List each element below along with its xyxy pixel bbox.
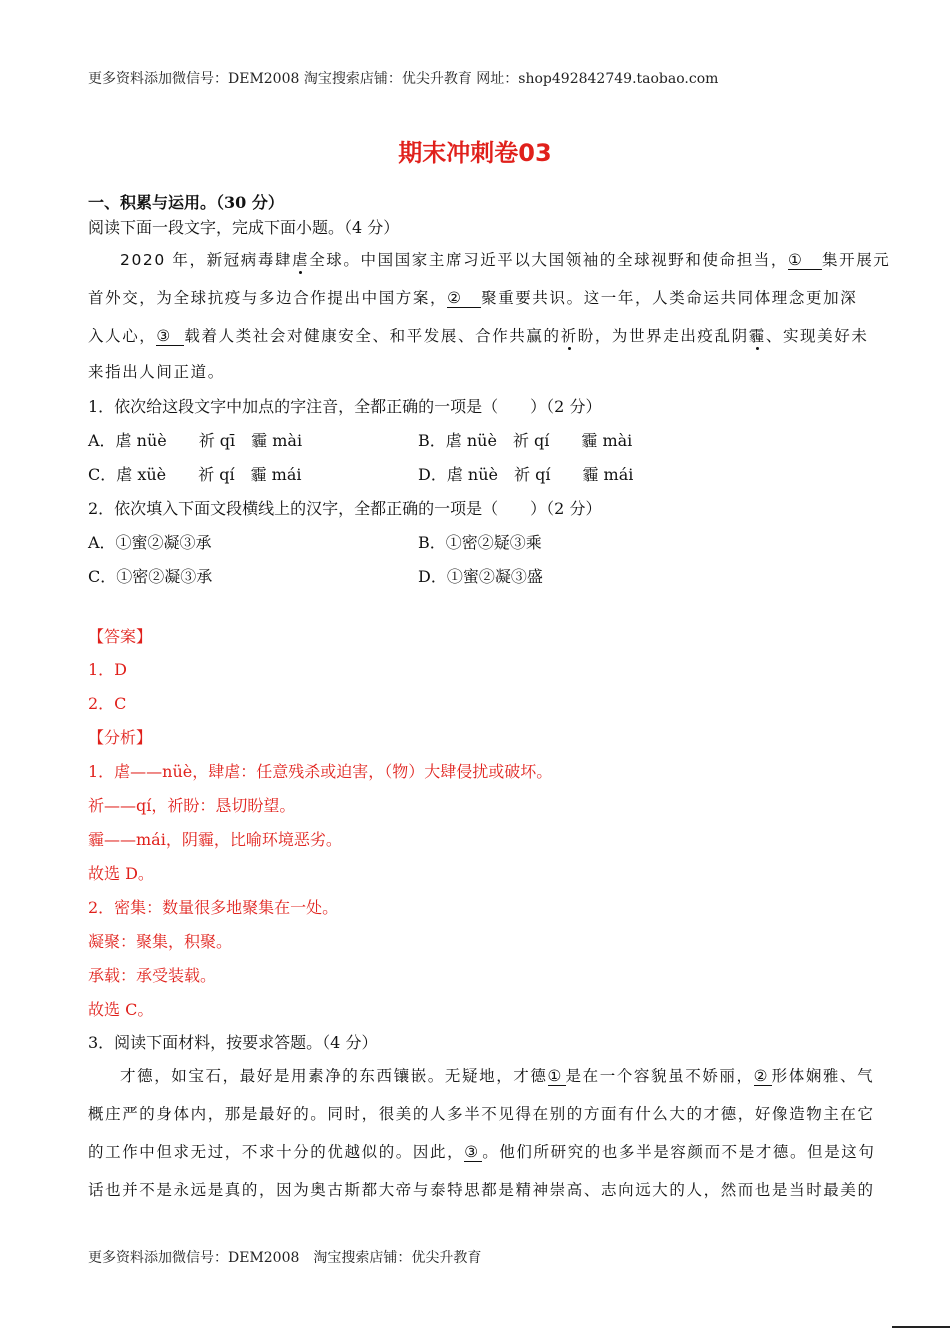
blank-3: ③: [156, 327, 184, 346]
question-3-stem: 3．阅读下面材料，按要求答题。（4 分）: [88, 1033, 378, 1052]
dotted-char: 霾: [749, 324, 766, 346]
question-2-option-d: D．①蜜②凝③盛: [418, 567, 543, 586]
question-1-option-d: D．虐 nüè 祈 qí 霾 mái: [418, 465, 634, 484]
dotted-char: 祈: [561, 324, 578, 346]
passage-line-2: 首外交，为全球抗疫与多边合作提出中国方案，② 聚重要共识。这一年，人类命运共同体理念更加深: [88, 289, 858, 307]
blank-3: ③: [464, 1143, 482, 1162]
analysis-line: 祈——qí，祈盼：恳切盼望。: [88, 796, 296, 815]
question-1-option-c: C．虐 xüè 祈 qí 霾 mái: [88, 465, 302, 484]
analysis-line: 承载：承受装载。: [88, 966, 217, 985]
question-1-option-a: A．虐 nüè 祈 qī 霾 mài: [88, 431, 303, 450]
question-2-option-b: B．①密②疑③乘: [418, 533, 542, 552]
passage-line-3: 入人心，③ 载着人类社会对健康安全、和平发展、合作共赢的祈盼，为世界走出疫乱阴霾、实现美好未: [88, 324, 868, 346]
question-2-option-a: A．①蜜②凝③承: [88, 533, 212, 552]
analysis-line: 故选 D。: [88, 864, 154, 883]
q3-passage-line-2: 概庄严的身体内，那是最好的。同时，很美的人多半不见得在别的方面有什么大的才德，好像造物主在它: [88, 1105, 875, 1123]
blank-2: ②: [754, 1067, 772, 1086]
blank-1: ①: [788, 251, 822, 270]
passage-line-4: 来指出人间正道。: [88, 363, 225, 381]
passage-line-1: 2020 年，新冠病毒肆虐全球。中国国家主席习近平以大国领袖的全球视野和使命担当，① 集开展元: [120, 248, 890, 270]
analysis-line: 凝聚：聚集，积聚。: [88, 932, 233, 951]
q3-passage-line-3: 的工作中但求无过，不求十分的优越似的。因此，③ 。他们所研究的也多半是容颜而不是才德。但是这句: [88, 1143, 876, 1161]
page-header: 更多资料添加微信号：DEM2008 淘宝搜索店铺：优尖升教育 网址：shop492842749.taobao.com: [88, 71, 719, 87]
blank-1: ①: [548, 1067, 566, 1086]
question-2-option-c: C．①密②凝③承: [88, 567, 213, 586]
question-2-stem: 2．依次填入下面文段横线上的汉字，全都正确的一项是（ ）（2 分）: [88, 499, 602, 518]
question-1-stem: 1．依次给这段文字中加点的字注音，全都正确的一项是（ ）（2 分）: [88, 397, 602, 416]
q3-passage-line-4: 话也并不是永远是真的，因为奥古斯都大帝与泰特思都是精神崇高、志向远大的人，然而也是当时最美的: [88, 1181, 875, 1199]
answer-1: 1．D: [88, 660, 128, 679]
page-footer: 更多资料添加微信号：DEM2008 淘宝搜索店铺：优尖升教育: [88, 1250, 482, 1266]
section-instruction: 阅读下面一段文字，完成下面小题。（4 分）: [88, 218, 400, 237]
section-heading: 一、积累与运用。（30 分）: [88, 193, 284, 212]
analysis-label: 【分析】: [88, 728, 153, 747]
blank-2: ②: [447, 289, 481, 308]
analysis-line: 1．虐——nüè，肆虐：任意残杀或迫害，（物）大肆侵扰或破坏。: [88, 762, 553, 781]
analysis-line: 故选 C。: [88, 1000, 154, 1019]
q3-passage-line-1: 才德，如宝石，最好是用素净的东西镶嵌。无疑地，才德① 是在一个容貌虽不娇丽，② 形体娴雅、气: [120, 1067, 875, 1085]
dotted-char: 虐: [292, 248, 309, 270]
question-1-option-b: B．虐 nüè 祈 qí 霾 mài: [418, 431, 633, 450]
answer-label: 【答案】: [88, 627, 153, 646]
page-title: 期末冲刺卷03: [398, 139, 552, 167]
analysis-line: 2．密集：数量很多地聚集在一处。: [88, 898, 339, 917]
corner-rule: [892, 1326, 950, 1328]
answer-2: 2．C: [88, 694, 127, 713]
analysis-line: 霾——mái，阴霾，比喻环境恶劣。: [88, 830, 342, 849]
